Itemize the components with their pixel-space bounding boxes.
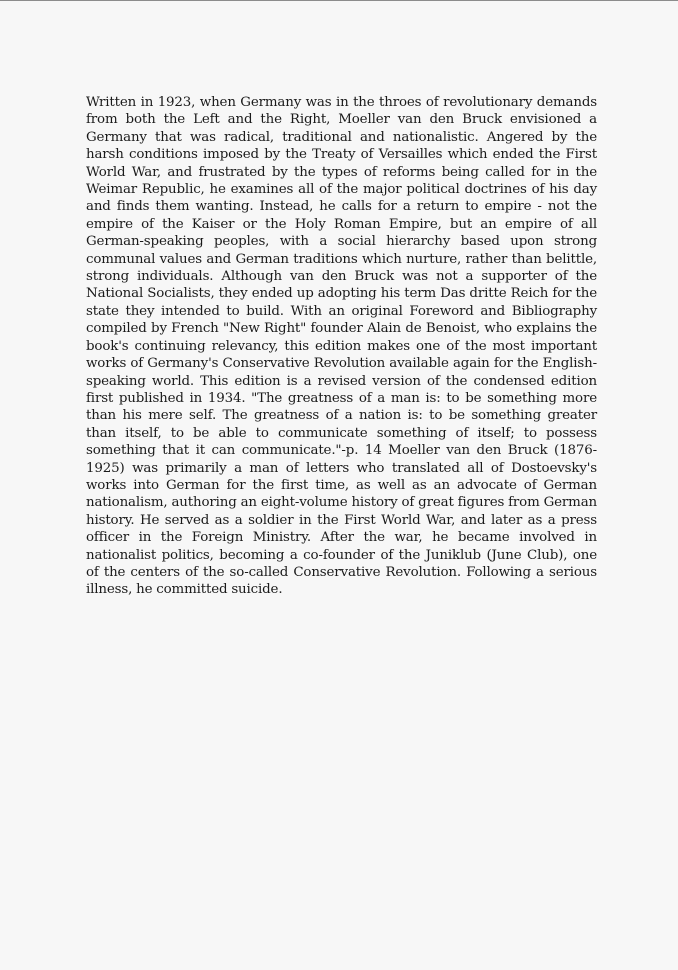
top-border-line	[0, 0, 678, 1]
description-paragraph: Written in 1923, when Germany was in the throes of revolutionary demands from both the Left and the Right, Moeller van den Bruck envisioned a Germany that was radical, traditional and nationalistic. Angered by the harsh conditions imposed by the Treaty of Versailles which ended the First World War, and frustrated by the types of reforms being called for in the Weimar Republic, he examines all of the major political doctrines of his day and finds them wanting. Instead, he calls for a return to empire - not the empire of the Kaiser or the Holy Roman Empire, but an empire of all German-speaking peoples, with a social hierarchy based upon strong communal values and German traditions which nurture, rather than belittle, strong individuals. Although van den Bruck was not a supporter of the National Socialists, they ended up adopting his term Das dritte Reich for the state they intended to build. With an original Foreword and Bibliography compiled by French "New Right" founder Alain de Benoist, who explains the book's continuing relevancy, this edition makes one of the most important works of Germany's Conservative Revolution available again for the English-speaking world. This edition is a revised version of the condensed edition first published in 1934. "The greatness of a man is: to be something more than his mere self. The greatness of a nation is: to be something greater than itself, to be able to communicate something of itself; to possess something that it can communicate."-p. 14 Moeller van den Bruck (1876-1925) was primarily a man of letters who translated all of Dostoevsky's works into German for the first time, as well as an advocate of German nationalism, authoring an eight-volume history of great figures from German history. He served as a soldier in the First World War, and later as a press officer in the Foreign Ministry. After the war, he became involved in nationalist politics, becoming a co-founder of the Juniklub (June Club), one of the centers of the so-called Conservative Revolution. Following a serious illness, he committed suicide.	[86, 95, 597, 598]
document-page	[86, 94, 597, 599]
